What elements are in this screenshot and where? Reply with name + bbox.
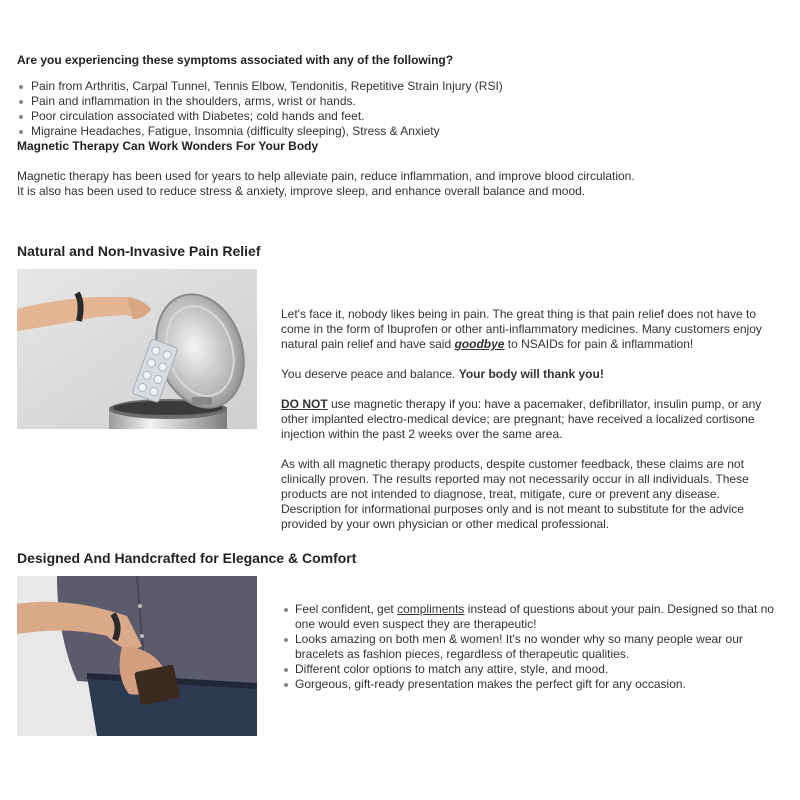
peace-paragraph xyxy=(281,367,781,382)
section-heading-elegance: Designed And Handcrafted for Elegance & Comfort xyxy=(17,550,357,566)
list-item: Pain from Arthritis, Carpal Tunnel, Tennis Elbow, Tendonitis, Repetitive Strain Injury (RSI) xyxy=(17,79,717,94)
compliments-link[interactable]: compliments xyxy=(397,602,465,616)
man-wearing-bracelet-image xyxy=(17,576,257,736)
feature-text: instead of questions about your pain. Designed so that no one would even suspect they are therapeutic! xyxy=(295,602,774,631)
list-item: Different color options to match any attire, style, and mood. xyxy=(281,662,791,677)
features-list xyxy=(281,602,791,692)
pain-relief-paragraph xyxy=(281,307,781,352)
trash-can-pills-image xyxy=(17,269,257,429)
symptoms-question: Are you experiencing these symptoms associated with any of the following? xyxy=(17,53,454,67)
man-wearing-bracelet-illustration xyxy=(17,576,257,736)
list-item: Looks amazing on both men & women! It's no wonder why so many people wear our bracelets as fashion pieces, regardless of therapeutic qualities. xyxy=(281,632,791,662)
paragraph-text: to NSAIDs for pain & inflammation! xyxy=(504,337,694,351)
section-heading-pain-relief: Natural and Non-Invasive Pain Relief xyxy=(17,243,261,259)
trash-can-pills-illustration xyxy=(17,269,257,429)
symptoms-list xyxy=(17,79,717,139)
paragraph-text: use magnetic therapy if you: have a pacemaker, defibrillator, insulin pump, or any other implanted electro-medical device; are pregnant; have received a localized cortisone injection within the past 2 weeks over the same area. xyxy=(281,397,762,441)
paragraph-text: You deserve peace and balance. xyxy=(281,367,459,381)
list-item: Poor circulation associated with Diabetes; cold hands and feet. xyxy=(17,109,717,124)
list-item: Migraine Headaches, Fatigue, Insomnia (difficulty sleeping), Stress & Anxiety xyxy=(17,124,717,139)
goodbye-emphasis: goodbye xyxy=(454,337,505,351)
list-item: Pain and inflammation in the shoulders, arms, wrist or hands. xyxy=(17,94,717,109)
pain-relief-text xyxy=(281,307,781,547)
wonders-heading: Magnetic Therapy Can Work Wonders For Your Body xyxy=(17,139,319,153)
paragraph-text: Let's face it, nobody likes being in pain. The great thing is that pain relief does not have to come in the form of Ibuprofen or other anti-inflammatory medicines. Many customers enjoy natural pain relief and have said xyxy=(281,307,762,351)
list-item xyxy=(281,602,791,632)
warning-paragraph xyxy=(281,397,781,442)
feature-text: Feel confident, get xyxy=(295,602,398,616)
list-item: Gorgeous, gift-ready presentation makes the perfect gift for any occasion. xyxy=(281,677,791,692)
intro-line: Magnetic therapy has been used for years to help alleviate pain, reduce inflammation, and improve blood circulation. xyxy=(17,169,635,183)
intro-line: It is also has been used to reduce stress & anxiety, improve sleep, and enhance overall balance and mood. xyxy=(17,184,586,198)
disclaimer-paragraph: As with all magnetic therapy products, despite customer feedback, these claims are not clinically proven. The results reported may not necessarily occur in all individuals. These products are not intended to diagnose, treat, mitigate, cure or prevent any disease. Description for informational purposes only and is not meant to substitute for the advice provided by your own physician or other medical professional. xyxy=(281,457,749,531)
body-thanks-emphasis: Your body will thank you! xyxy=(458,367,604,381)
do-not-warning: DO NOT xyxy=(281,397,328,411)
intro-paragraph xyxy=(17,169,777,199)
